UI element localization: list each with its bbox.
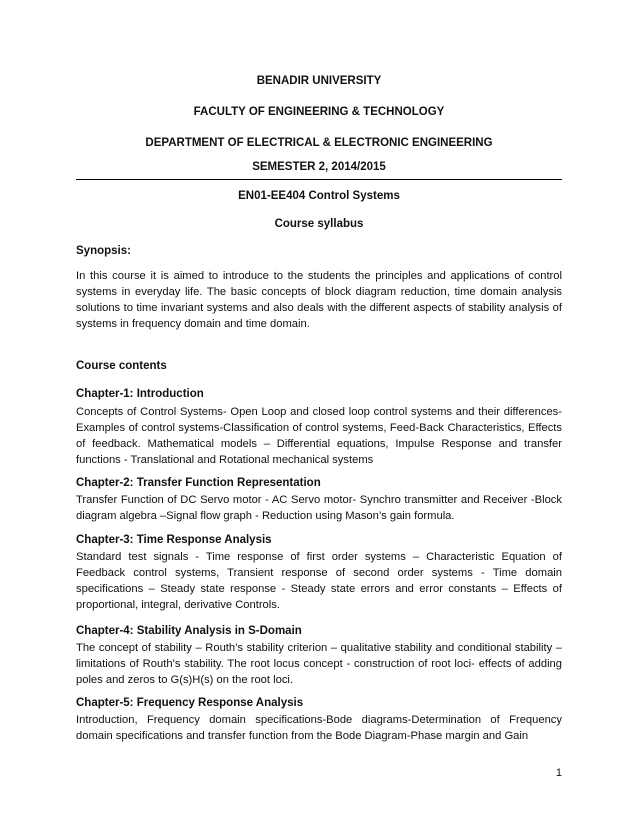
chapter-2-title: Chapter-2: Transfer Function Representation — [76, 477, 321, 489]
synopsis-text: In this course it is aimed to introduce to the students the principles and applications of control systems in everyday life. The basic concepts of block diagram reduction, time domain analysis solutions to time invariant systems and also deals with the different aspects of stability analysis of systems in frequency domain and time domain. — [76, 270, 562, 330]
chapter-5-text: Introduction, Frequency domain specifications-Bode diagrams-Determination of Frequency domain specifications and transfer function from the Bode Diagram-Phase margin and Gain — [76, 714, 562, 742]
chapter-2-text: Transfer Function of DC Servo motor - AC Servo motor- Synchro transmitter and Receiver -Block diagram algebra –Signal flow graph - Reduction using Mason’s gain formula. — [76, 494, 562, 522]
semester-label: SEMESTER 2, 2014/2015 — [252, 161, 386, 173]
chapter-3-title: Chapter-3: Time Response Analysis — [76, 534, 272, 546]
chapter-3-text: Standard test signals - Time response of first order systems – Characteristic Equation of Feedback control systems, Transient response of second order systems - Time domain specifications – Steady state response - Steady state errors and error constants – Effects of proportional, integral, derivative Controls. — [76, 551, 562, 611]
page-number: 1 — [555, 767, 562, 779]
header-divider — [76, 179, 562, 180]
course-title: EN01-EE404 Control Systems — [238, 190, 400, 202]
course-contents-heading: Course contents — [76, 360, 167, 372]
university-name: BENADIR UNIVERSITY — [256, 75, 382, 87]
faculty-name: FACULTY OF ENGINEERING & TECHNOLOGY — [193, 106, 445, 118]
synopsis-heading: Synopsis: — [76, 245, 131, 257]
chapter-1-title: Chapter-1: Introduction — [76, 388, 204, 400]
department-name: DEPARTMENT OF ELECTRICAL & ELECTRONIC ENGINEERING — [145, 137, 493, 149]
chapter-5-title: Chapter-5: Frequency Response Analysis — [76, 697, 304, 709]
chapter-1-text: Concepts of Control Systems- Open Loop and closed loop control systems and their differences- Examples of control systems-Classification of control systems, Feed-Back Characteristics, Effects of feedback. Mathematical models – Differential equations, Impulse Response and transfer functions - Translational and Rotational mechanical systems — [76, 406, 562, 466]
chapter-4-text: The concept of stability – Routh’s stability criterion – qualitative stability and conditional stability – limitations of Routh’s stability. The root locus concept - construction of root loci- effects of adding poles and zeros to G(s)H(s) on the root loci. — [76, 642, 562, 686]
chapter-4-title: Chapter-4: Stability Analysis in S-Domain — [76, 625, 302, 637]
document-type: Course syllabus — [274, 218, 364, 230]
